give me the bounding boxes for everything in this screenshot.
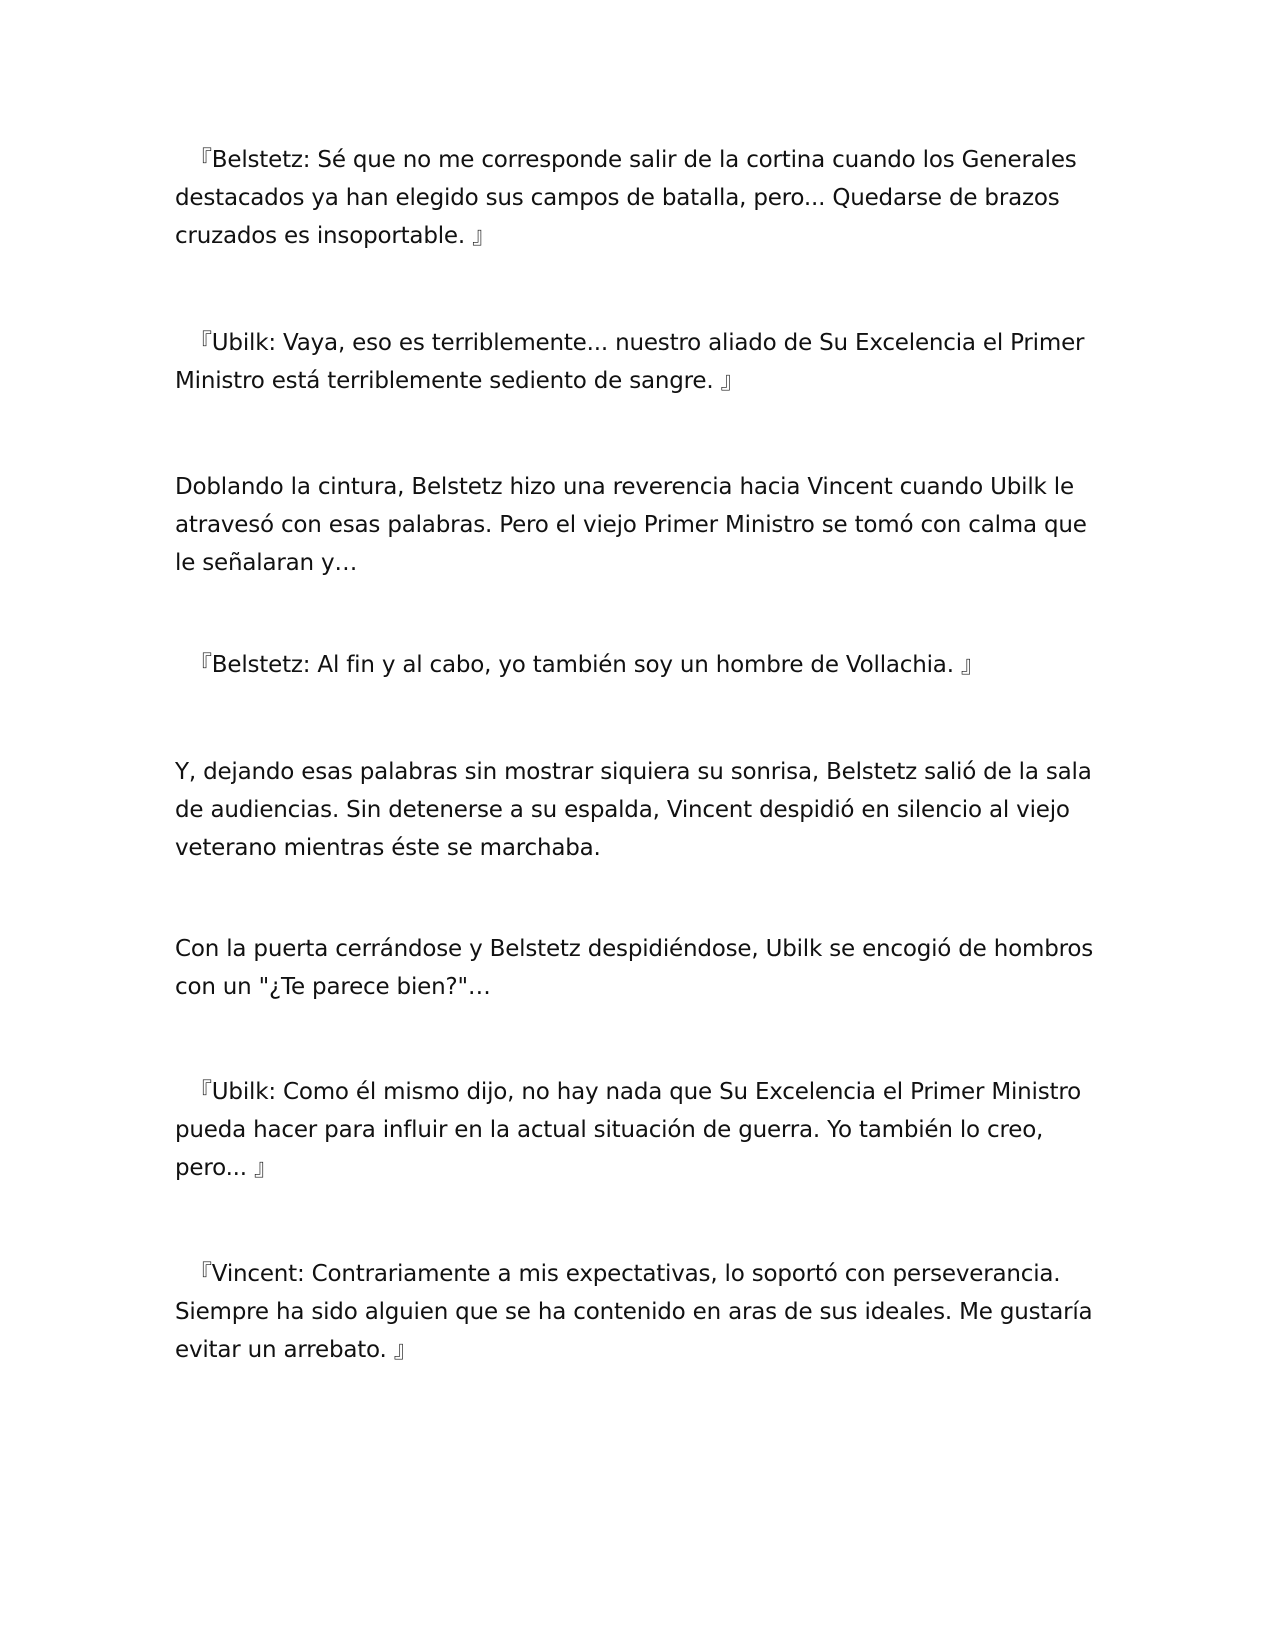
dialogue-paragraph-belstetz-1: 『Belstetz: Sé que no me corresponde salir de la cortina cuando los Generales destacados ya han elegido sus campos de batalla, pero... Quedarse de brazos cruzados es insoportable. 』 (175, 147, 1077, 249)
narration-paragraph-2: Y, dejando esas palabras sin mostrar siquiera su sonrisa, Belstetz salió de la sala de audiencias. Sin detenerse a su espalda, Vincent despidió en silencio al viejo veterano mientras éste se marchaba. (175, 759, 1092, 861)
narration-paragraph-3: Con la puerta cerrándose y Belstetz despidiéndose, Ubilk se encogió de hombros con un "¿Te parece bien?"… (175, 936, 1094, 1000)
narration-paragraph-1: Doblando la cintura, Belstetz hizo una reverencia hacia Vincent cuando Ubilk le atravesó con esas palabras. Pero el viejo Primer Ministro se tomó con calma que le señalaran y… (175, 474, 1087, 576)
dialogue-paragraph-ubilk-1: 『Ubilk: Vaya, eso es terriblemente... nuestro aliado de Su Excelencia el Primer Ministro está terriblemente sediento de sangre. 』 (175, 330, 1085, 394)
dialogue-paragraph-ubilk-2: 『Ubilk: Como él mismo dijo, no hay nada que Su Excelencia el Primer Ministro pueda hacer para influir en la actual situación de guerra. Yo también lo creo, pero... 』 (175, 1079, 1081, 1181)
dialogue-paragraph-vincent-1: 『Vincent: Contrariamente a mis expectativas, lo soportó con perseverancia. Siempre ha sido alguien que se ha contenido en aras de sus ideales. Me gustaría evitar un arrebato. 』 (175, 1261, 1093, 1363)
dialogue-paragraph-belstetz-2: 『Belstetz: Al fin y al cabo, yo también soy un hombre de Vollachia. 』 (189, 652, 984, 678)
